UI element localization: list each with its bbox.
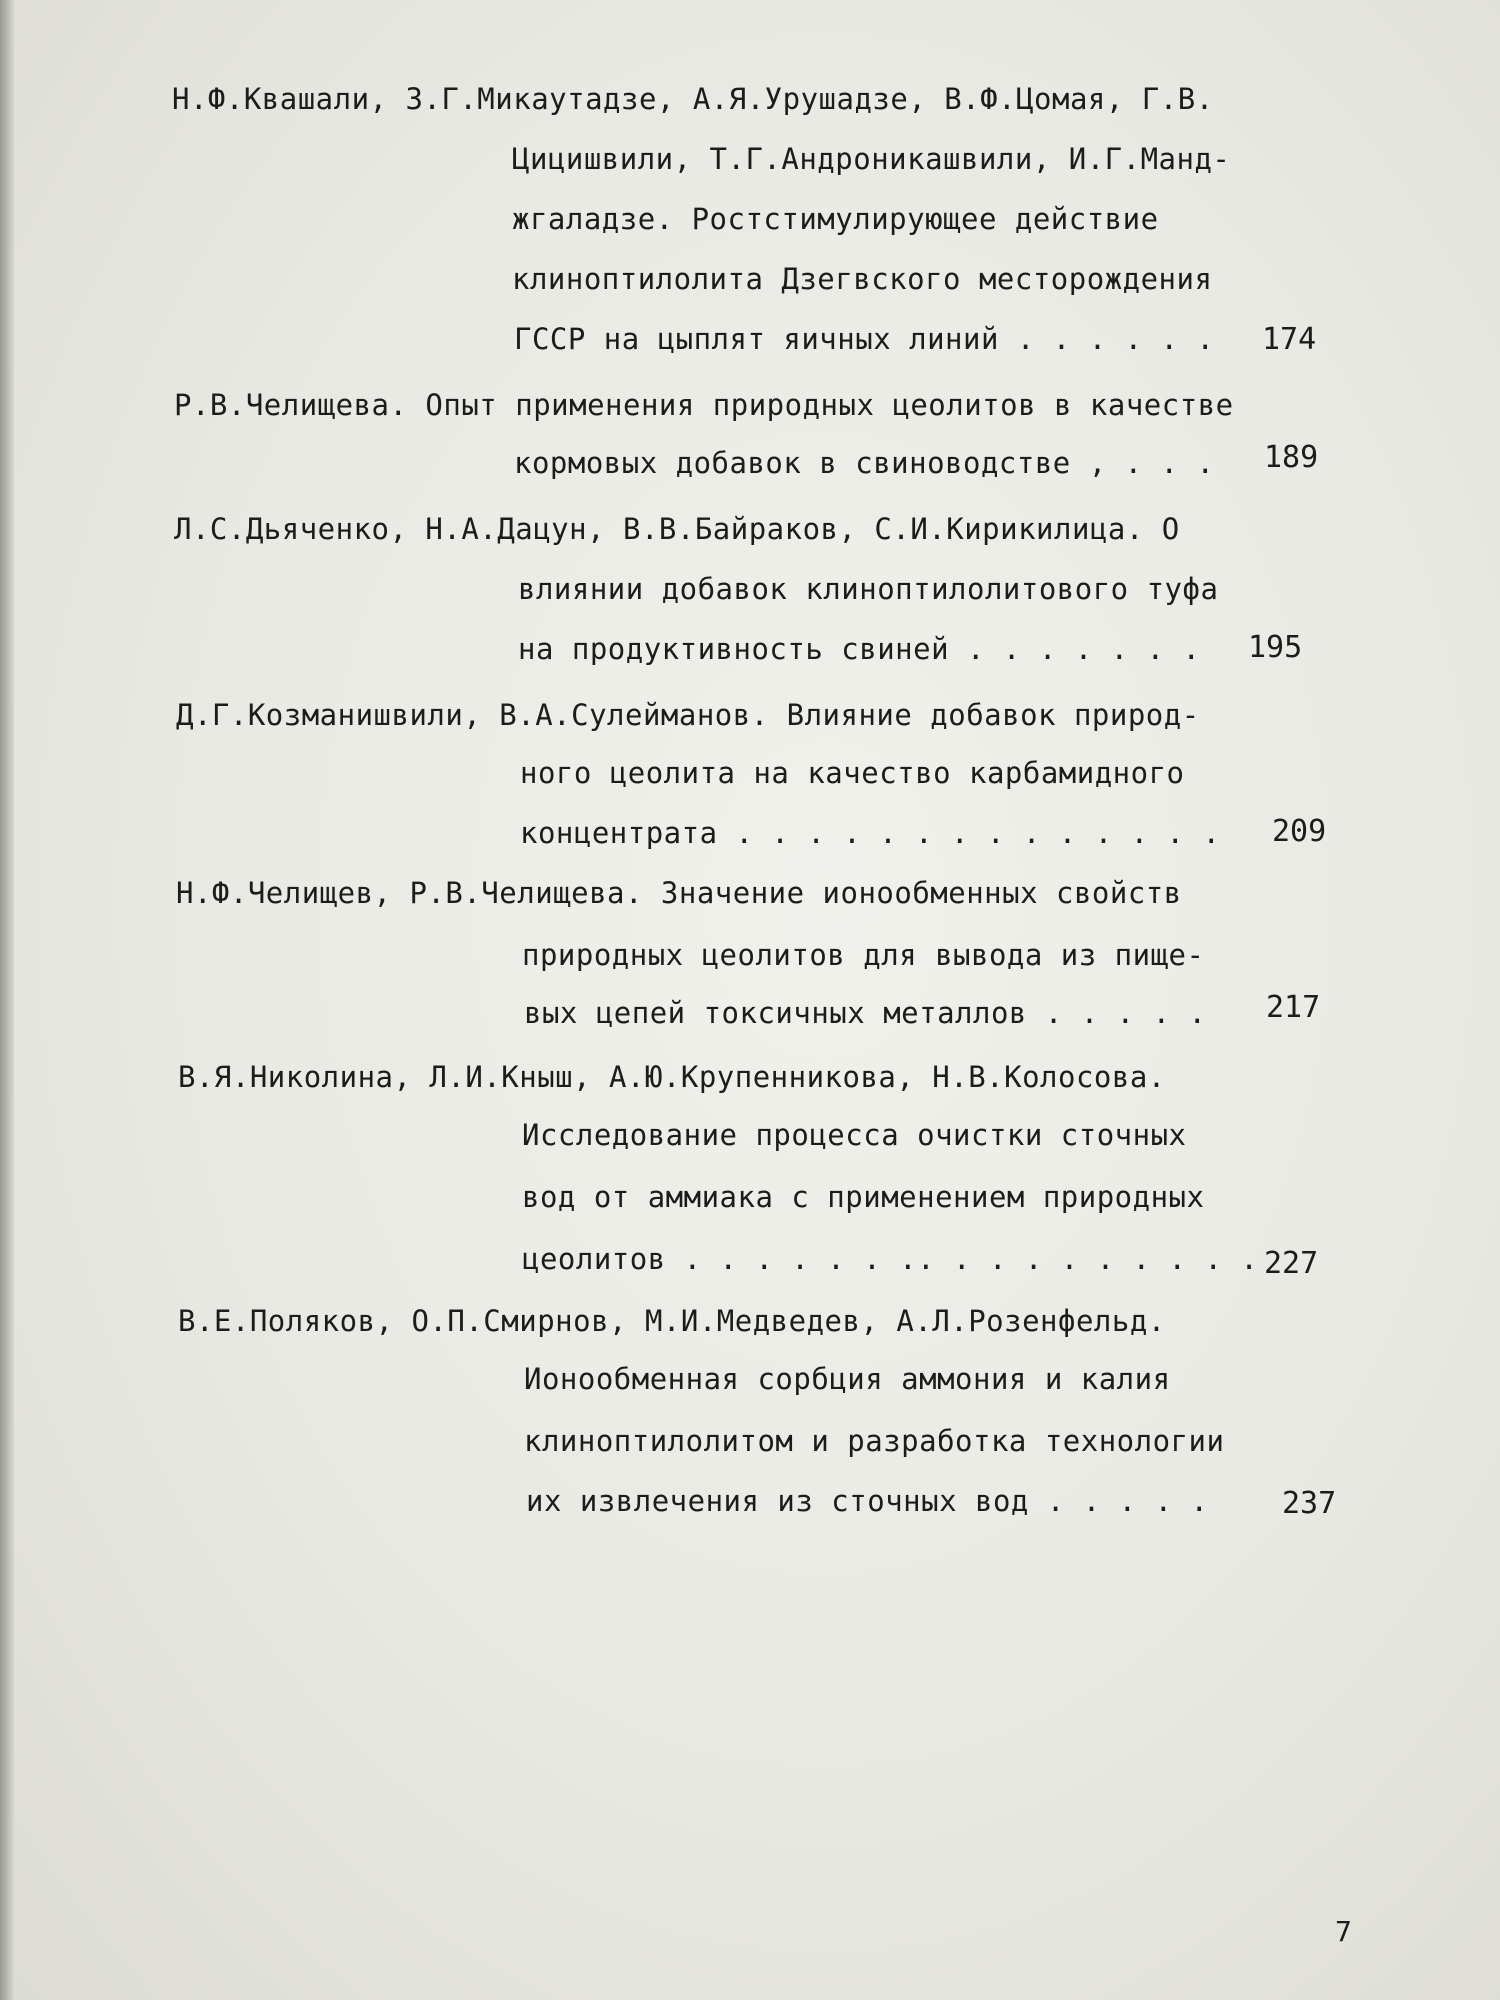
toc-entry-5-line-2: природных цеолитов для вывода из пище- (522, 938, 1205, 972)
toc-entry-5-line-1: Н.Ф.Челищев, Р.В.Челищева. Значение ионообменных свойств (176, 876, 1182, 910)
toc-entry-6-line-3: вод от аммиака с применением природных (522, 1180, 1205, 1214)
toc-entry-7-line-2: Ионообменная сорбция аммония и калия (524, 1362, 1171, 1396)
toc-entry-2-page: 189 (1264, 440, 1319, 475)
toc-entry-3-line-3: на продуктивность свиней . . . . . . . (518, 632, 1201, 666)
toc-entry-7-line-3: клиноптилолитом и разработка технологии (524, 1424, 1225, 1458)
toc-entry-5-page: 217 (1266, 990, 1321, 1025)
toc-entry-4-line-1: Д.Г.Козманишвили, В.А.Сулейманов. Влияние добавок природ- (176, 698, 1200, 732)
toc-entry-4-line-3: концентрата . . . . . . . . . . . . . . (520, 816, 1221, 850)
toc-entry-6-line-4: цеолитов . . . . . . .. . . . . . . . . . (522, 1242, 1259, 1276)
page-number: 7 (1335, 1915, 1352, 1948)
toc-entry-6-line-2: Исследование процесса очистки сточных (522, 1118, 1187, 1152)
toc-entry-1-line-5: ГССР на цыплят яичных линий . . . . . . (514, 322, 1215, 356)
toc-entry-5-line-3: вых цепей токсичных металлов . . . . . (524, 996, 1207, 1030)
toc-entry-1-page: 174 (1262, 322, 1317, 357)
toc-entry-7-line-4: их извлечения из сточных вод . . . . . (526, 1484, 1209, 1518)
toc-entry-1-line-1: Н.Ф.Квашали, З.Г.Микаутадзе, А.Я.Урушадзе, В.Ф.Цомая, Г.В. (172, 82, 1214, 116)
toc-entry-3-line-1: Л.С.Дьяченко, Н.А.Дацун, В.В.Байраков, С.И.Кирикилица. О (174, 512, 1180, 546)
toc-entry-1-line-3: жгаладзе. Ростстимулирующее действие (512, 202, 1159, 236)
toc-entry-1-line-4: клиноптилолита Дзегвского месторождения (512, 262, 1213, 296)
toc-entry-6-line-1: В.Я.Николина, Л.И.Кныш, А.Ю.Крупенникова, Н.В.Колосова. (178, 1060, 1166, 1094)
toc-entry-6-page: 227 (1264, 1246, 1319, 1281)
toc-entry-2-line-2: кормовых добавок в свиноводстве , . . . (514, 446, 1215, 480)
toc-entry-1-line-2: Цицишвили, Т.Г.Андроникашвили, И.Г.Манд- (512, 142, 1231, 176)
toc-entry-3-line-2: влиянии добавок клиноптилолитового туфа (518, 572, 1219, 606)
toc-entry-4-page: 209 (1272, 814, 1327, 849)
toc-entry-3-page: 195 (1248, 630, 1303, 665)
toc-entry-7-page: 237 (1282, 1486, 1337, 1521)
toc-entry-2-line-1: Р.В.Челищева. Опыт применения природных цеолитов в качестве (174, 388, 1234, 422)
toc-entry-7-line-1: В.Е.Поляков, О.П.Смирнов, М.И.Медведев, А.Л.Розенфельд. (178, 1304, 1166, 1338)
toc-entry-4-line-2: ного цеолита на качество карбамидного (520, 756, 1185, 790)
